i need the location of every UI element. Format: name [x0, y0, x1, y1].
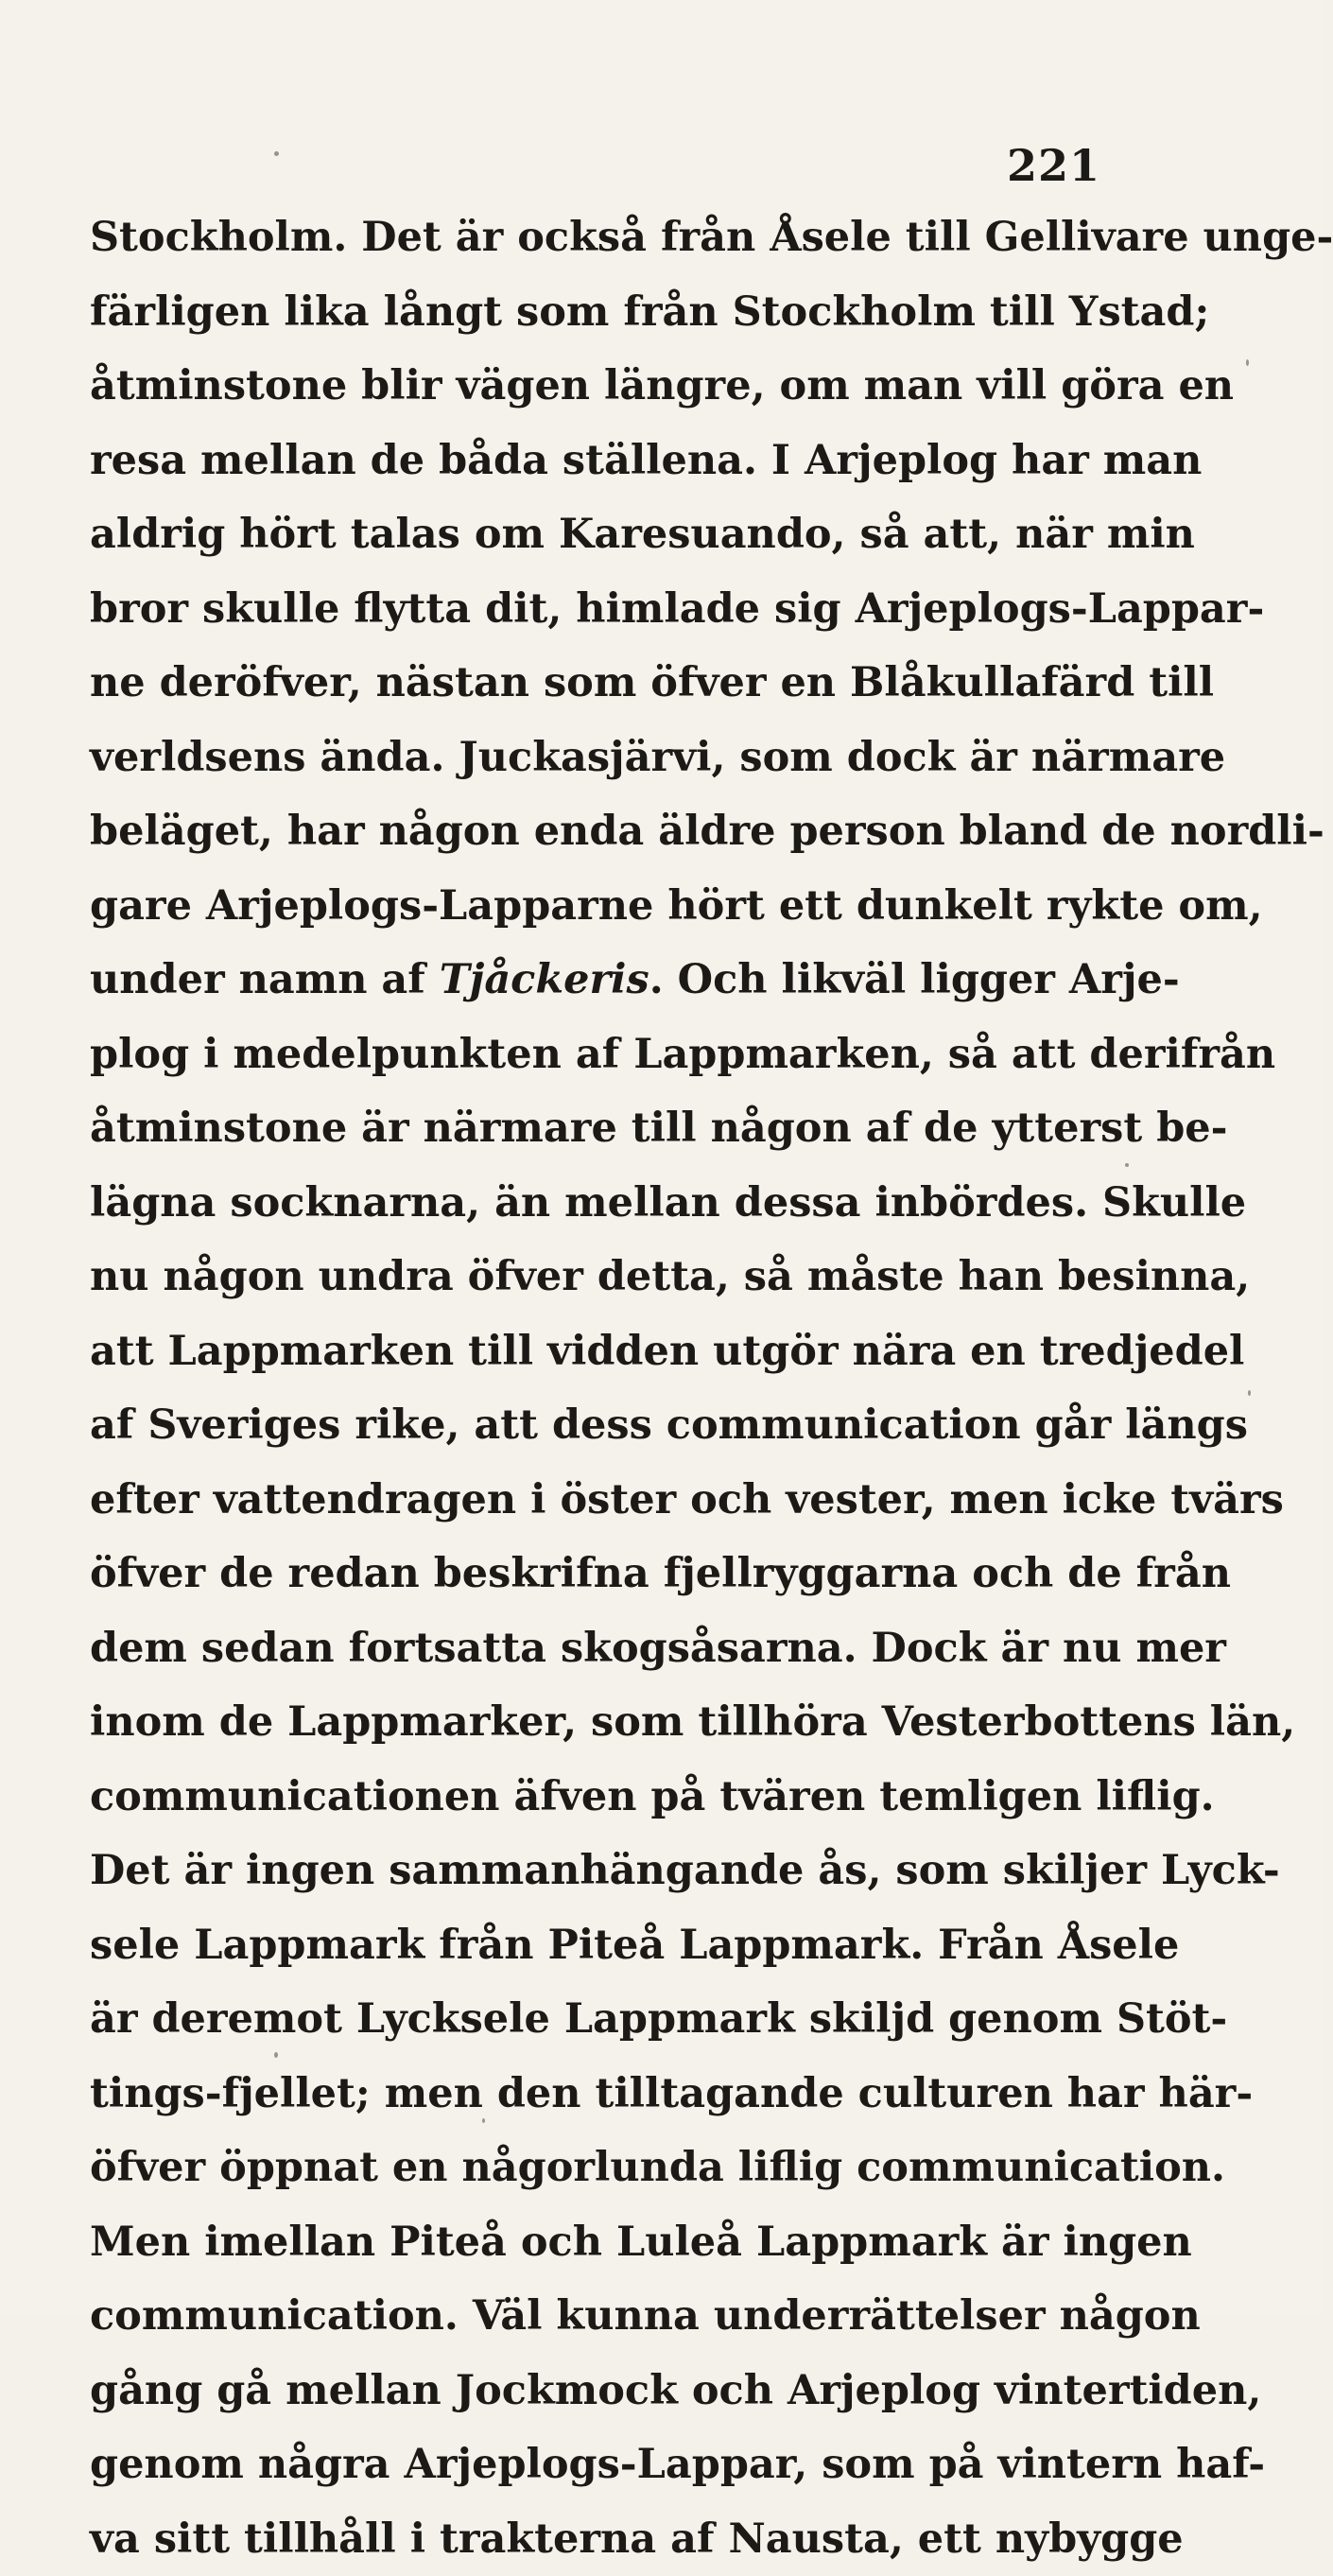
- text-run: dem sedan fortsatta skogsåsarna. Dock är nu mer: [90, 1625, 1226, 1672]
- text-run: lägna socknarna, än mellan dessa inbördes. Skulle: [90, 1179, 1246, 1227]
- text-run: Stockholm. Det är också från Åsele till Gellivare unge-: [90, 214, 1333, 261]
- text-run: inom de Lappmarker, som tillhöra Vesterbottens län,: [90, 1698, 1295, 1746]
- text-run: bror skulle flytta dit, himlade sig Arjeplogs-Lappar-: [90, 585, 1264, 633]
- text-line: [90, 1611, 1101, 1686]
- text-run: åtminstone är närmare till någon af de ytterst be-: [90, 1105, 1227, 1152]
- text-line: [90, 1166, 1101, 1241]
- text-run: resa mellan de båda ställena. I Arjeplog har man: [90, 437, 1202, 484]
- paper-speck: [1125, 1163, 1129, 1167]
- text-run: beläget, har någon enda äldre person bland de nordli-: [90, 808, 1324, 855]
- text-line: [90, 794, 1101, 869]
- text-run: Det är ingen sammanhängande ås, som skiljer Lyck-: [90, 1847, 1280, 1894]
- text-run: nu någon undra öfver detta, så måste han besinna,: [90, 1253, 1250, 1300]
- text-line: [90, 275, 1101, 350]
- text-line: [90, 1760, 1101, 1835]
- text-line: [90, 2502, 1101, 2576]
- text-run: Men imellan Piteå och Luleå Lappmark är ingen: [90, 2219, 1192, 2266]
- page-number: 221: [1007, 140, 1100, 191]
- text-run: aldrig hört talas om Karesuando, så att, när min: [90, 511, 1195, 558]
- text-line: [90, 1091, 1101, 1166]
- text-line: [90, 349, 1101, 424]
- text-line: [90, 2057, 1101, 2132]
- text-line: [90, 646, 1101, 721]
- text-line: [90, 943, 1101, 1018]
- text-line: [90, 572, 1101, 647]
- text-run: öfver öppnat en någorlunda liflig communication.: [90, 2144, 1225, 2191]
- text-run: genom några Arjeplogs-Lappar, som på vintern haf-: [90, 2441, 1265, 2488]
- text-run: communication. Väl kunna underrättelser någon: [90, 2292, 1201, 2340]
- text-line: [90, 200, 1101, 275]
- text-line: [90, 2428, 1101, 2502]
- text-run: tings-fjellet; men den tilltagande culturen har här-: [90, 2070, 1253, 2117]
- text-run: ne deröfver, nästan som öfver en Blåkullafärd till: [90, 659, 1214, 706]
- text-line: [90, 2205, 1101, 2280]
- text-run: communicationen äfven på tvären temligen liflig.: [90, 1773, 1215, 1820]
- text-line: [90, 1685, 1101, 1760]
- text-line: [90, 1314, 1101, 1389]
- text-run: att Lappmarken till vidden utgör nära en tredjedel: [90, 1328, 1244, 1375]
- text-run: plog i medelpunkten af Lappmarken, så att derifrån: [90, 1031, 1275, 1078]
- text-line: [90, 497, 1101, 572]
- text-line: [90, 869, 1101, 944]
- paper-speck: [1246, 359, 1249, 366]
- text-run: af Sveriges rike, att dess communication går längs: [90, 1401, 1248, 1449]
- text-run: efter vattendragen i öster och vester, men icke tvärs: [90, 1476, 1284, 1523]
- body-text: [90, 200, 1101, 2576]
- text-line: [90, 2131, 1101, 2205]
- text-line: [90, 1834, 1101, 1908]
- text-line: [90, 424, 1101, 498]
- text-run: verldsens ända. Juckasjärvi, som dock är närmare: [90, 734, 1225, 781]
- italic-name: Tjåckeris: [440, 956, 649, 1003]
- text-run: färligen lika långt som från Stockholm till Ystad;: [90, 288, 1209, 336]
- text-run: sele Lappmark från Piteå Lappmark. Från Åsele: [90, 1922, 1179, 1969]
- text-run: är deremot Lycksele Lappmark skiljd genom Stöt-: [90, 1995, 1227, 2043]
- text-run: va sitt tillhåll i trakterna af Nausta, ett nybygge: [90, 2515, 1184, 2563]
- text-line: [90, 1982, 1101, 2057]
- text-run: åtminstone blir vägen längre, om man vill göra en: [90, 362, 1234, 409]
- text-line: [90, 1908, 1101, 1983]
- paper-speck: [1248, 1390, 1251, 1396]
- paper-speck: [274, 151, 279, 156]
- text-run: gare Arjeplogs-Lapparne hört ett dunkelt rykte om,: [90, 882, 1263, 930]
- text-line: [90, 2354, 1101, 2428]
- text-line: [90, 1240, 1101, 1314]
- text-line: [90, 2279, 1101, 2354]
- text-line: [90, 1537, 1101, 1611]
- text-run: öfver de redan beskrifna fjellryggarna och de från: [90, 1550, 1231, 1597]
- paper-speck: [274, 2052, 278, 2058]
- text-line: [90, 1018, 1101, 1092]
- text-run: gång gå mellan Jockmock och Arjeplog vintertiden,: [90, 2367, 1261, 2414]
- text-line: [90, 1463, 1101, 1538]
- text-line: [90, 1388, 1101, 1463]
- text-line: [90, 721, 1101, 795]
- text-run: under namn af: [90, 956, 440, 1003]
- paper-speck: [482, 2118, 485, 2123]
- text-run: . Och likväl ligger Arje-: [649, 956, 1180, 1003]
